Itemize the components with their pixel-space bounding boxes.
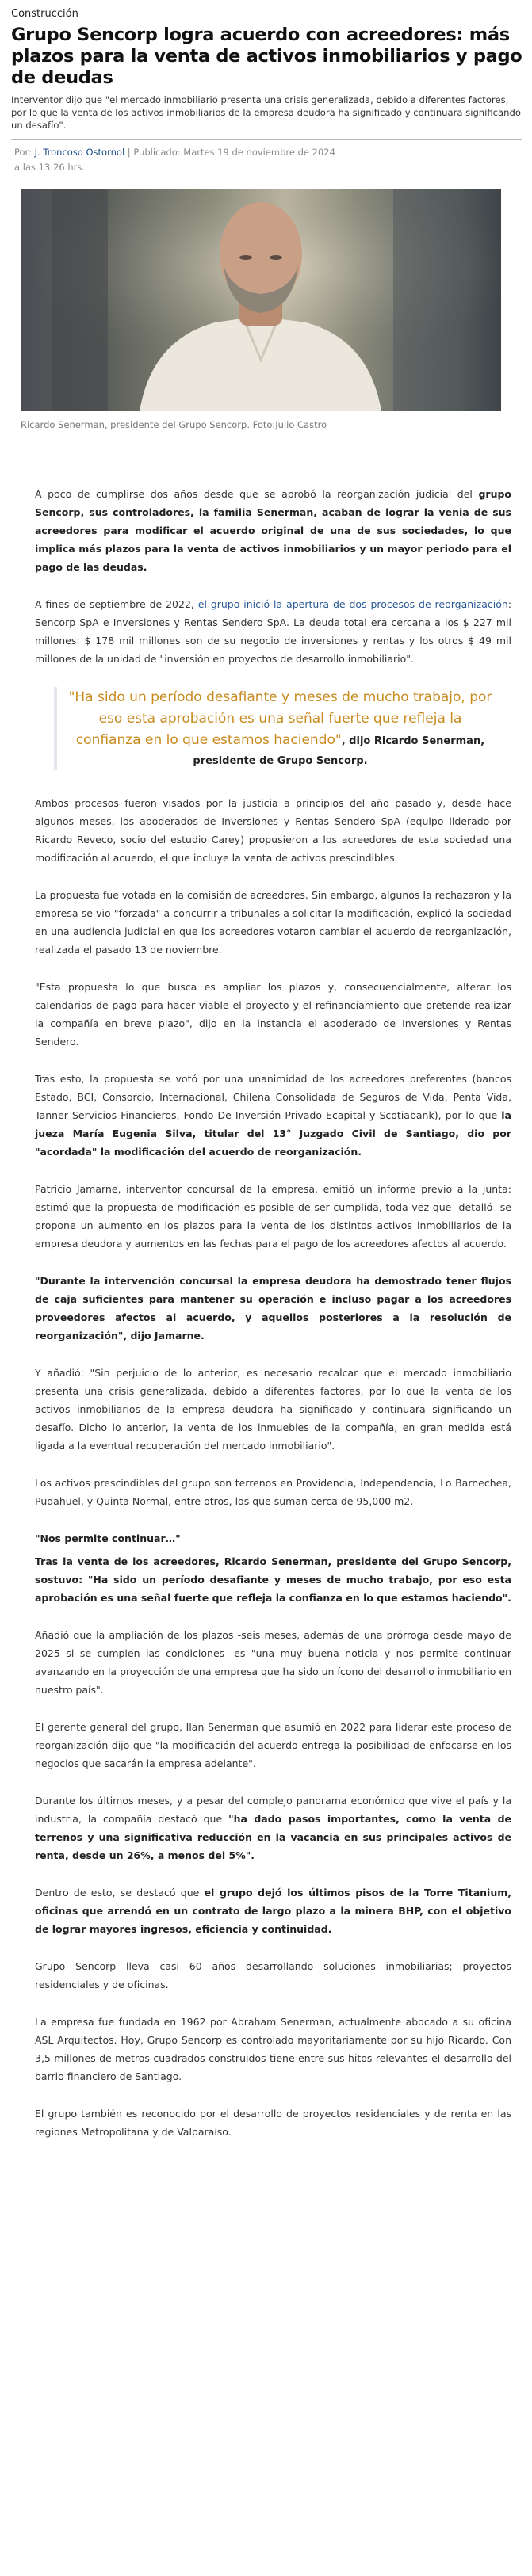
- portrait-photo-icon: [21, 189, 501, 411]
- quote-attribution: , dijo Ricardo Senerman, presidente de Grupo Sencorp.: [193, 735, 485, 767]
- byline-prefix: Por:: [14, 147, 35, 158]
- paragraph: Ambos procesos fueron visados por la justicia a principios del año pasado y, desde hace algunos meses, los apoderados de Inversiones y Rentas Sendero SpA (equipo liderado por Ricardo Reveco, socio del estudio Carey) propusieron a los acreedores de esta sociedad una modificación al acuerdo, el que incluye la venta de activos prescindibles.: [35, 797, 511, 864]
- paragraph: La propuesta fue votada en la comisión de acreedores. Sin embargo, algunos la rechazaron y la empresa se vio "forzada" a concurrir a tribunales a solicitar la modificación, explicó la sociedad en una audiencia judicial en que los acreedores votaron cambiar el acuerdo de reorganización, realizada el pasado 13 de noviembre.: [35, 889, 511, 956]
- paragraph: El gerente general del grupo, Ilan Senerman que asumió en 2022 para liderar este proceso de reorganización dijo que "la modificación del acuerdo entrega la posibilidad de enfocarse en los negocios que sacarán la empresa adelante".: [35, 1721, 511, 1769]
- paragraph: Patricio Jamarne, interventor concursal de la empresa, emitió un informe previo a la junta: estimó que la propuesta de modificación es posible de ser cumplida, toda vez que -detalló- se propone un aumento en los plazos para la venta de los distintos activos inmobiliarios de la empresa deudora y aumentos en las fechas para el pago de los acreedores afectos al acuerdo.: [35, 1183, 511, 1250]
- hero-photo: [21, 189, 501, 411]
- byline: [11, 145, 522, 175]
- paragraph: Grupo Sencorp lleva casi 60 años desarrollando soluciones inmobiliarias; proyectos residenciales y de oficinas.: [35, 1960, 511, 1990]
- divider: [11, 139, 522, 140]
- subheading: "Nos permite continuar…": [35, 1532, 181, 1544]
- paragraph: Durante los últimos meses, y a pesar del complejo panorama económico que vive el país y la industria, la compañía destacó que "ha dado pasos importantes, como la venta de terrenos y una significativa reducción en la vacancia en sus principales activos de renta, desde un 26%, a menos del 5%".: [35, 1795, 511, 1861]
- article-lead: Interventor dijo que "el mercado inmobiliario presenta una crisis generalizada, debido a diferentes factores, por lo que la venta de los activos inmobiliarios de la empresa deudora ha significado y continuara significando un desafío".: [11, 94, 521, 131]
- publish-time: a las 13:26 hrs.: [14, 162, 86, 173]
- photo-caption: Ricardo Senerman, presidente del Grupo Sencorp. Foto:Julio Castro: [21, 419, 327, 430]
- section-label[interactable]: Construcción: [11, 8, 78, 20]
- quote-text: "Ha sido un período desafiante y meses de mucho trabajo, por eso esta aprobación es una señal fuerte que refleja la confianza en lo que estamos haciendo": [68, 689, 492, 748]
- paragraph: La empresa fue fundada en 1962 por Abraham Senerman, actualmente abocado a su oficina ASL Arquitectos. Hoy, Grupo Sencorp es controlado mayoritariamente por su hijo Ricardo. Con 3,5 millones de metros cuadrados construidos tiene entre sus hitos relevantes el desarrollo del barrio financiero de Santiago.: [35, 2016, 511, 2082]
- paragraph: Dentro de esto, se destacó que el grupo dejó los últimos pisos de la Torre Titanium, oficinas que arrendó en un contrato de largo plazo a la minera BHP, con el objetivo de lograr mayores ingresos, eficiencia y continuidad.: [35, 1887, 511, 1935]
- paragraph: Tras la venta de los acreedores, Ricardo Senerman, presidente del Grupo Sencorp, sostuvo: "Ha sido un período desafiante y meses de mucho trabajo, por eso esta aprobación es una señal fuerte que refleja la confianza en lo que estamos haciendo".: [35, 1555, 511, 1604]
- author-link[interactable]: J. Troncoso Ostornol: [34, 147, 125, 158]
- paragraph: El grupo también es reconocido por el desarrollo de proyectos residenciales y de renta en las regiones Metropolitana y de Valparaíso.: [35, 2108, 511, 2138]
- inline-link[interactable]: el grupo inició la apertura de dos procesos de reorganización: [197, 598, 508, 610]
- article-title: Grupo Sencorp logra acuerdo con acreedores: más plazos para la venta de activos inmobiliarios y pago de deudas: [11, 25, 522, 88]
- publish-date: | Publicado: Martes 19 de noviembre de 2024: [124, 147, 335, 158]
- paragraph: Tras esto, la propuesta se votó por una unanimidad de los acreedores preferentes (bancos Estado, BCI, Consorcio, Internacional, Chilena Consolidada de Seguros de Vida, Penta Vida, Tanner Servicios Financieros, Fondo De Inversión Privado Ecapital y Scotiabank), por lo que la jueza María Eugenia Silva, titular del 13° Juzgado Civil de Santiago, dio por "acordada" la modificación del acuerdo de reorganización.: [35, 1073, 511, 1158]
- paragraph: A poco de cumplirse dos años desde que se aprobó la reorganización judicial del grupo Sencorp, sus controladores, la familia Senerman, acaban de lograr la venia de sus acreedores para modificar el acuerdo original de una de sus sociedades, lo que implica más plazos para la venta de activos inmobiliarios y un mayor periodo para el pago de las deudas.: [35, 488, 511, 573]
- paragraph: Y añadió: "Sin perjuicio de lo anterior, es necesario recalcar que el mercado inmobiliario presenta una crisis generalizada, debido a diferentes factores, por lo que la venta de los activos inmobiliarios de la empresa deudora ha significado y continuara significando un desafío. Dicho lo anterior, la venta de los inmuebles de la compañía, en gran medida está ligada a la eventual recuperación del mercado inmobiliario".: [35, 1367, 511, 1452]
- paragraph: Añadió que la ampliación de los plazos -seis meses, además de una prórroga desde mayo de 2025 si se cumplen las condiciones- es "una muy buena noticia y nos permite continuar avanzando en la proyección de una empresa que ha sido un ícono del desarrollo inmobiliario en nuestro país".: [35, 1629, 511, 1696]
- pull-quote: [54, 687, 503, 770]
- paragraph: Los activos prescindibles del grupo son terrenos en Providencia, Independencia, Lo Barnechea, Pudahuel, y Quinta Normal, entre otros, los que suman cerca de 95,000 m2.: [35, 1477, 511, 1507]
- paragraph: "Durante la intervención concursal la empresa deudora ha demostrado tener flujos de caja suficientes para mantener su operación e incluso pagar a los acreedores proveedores afectos al acuerdo, y aquellos posteriores a la resolución de reorganización", dijo Jamarne.: [35, 1275, 511, 1341]
- paragraph: "Esta propuesta lo que busca es ampliar los plazos y, consecuencialmente, alterar los calendarios de pago para hacer viable el proyecto y el refinanciamiento que pretende realizar la compañía en breve plazo", dijo en la instancia el apoderado de Inversiones y Rentas Sendero.: [35, 981, 511, 1048]
- paragraph: A fines de septiembre de 2022, el grupo inició la apertura de dos procesos de reorganización: Sencorp SpA e Inversiones y Rentas Sendero SpA. La deuda total era cercana a los $ 227 mil millones: $ 178 mil millones son de su negocio de inversiones y rentas y los otros $ 49 mil millones de la unidad de "inversión en proyectos de desarrollo inmobiliario".: [35, 598, 511, 665]
- article-body: [11, 485, 522, 2141]
